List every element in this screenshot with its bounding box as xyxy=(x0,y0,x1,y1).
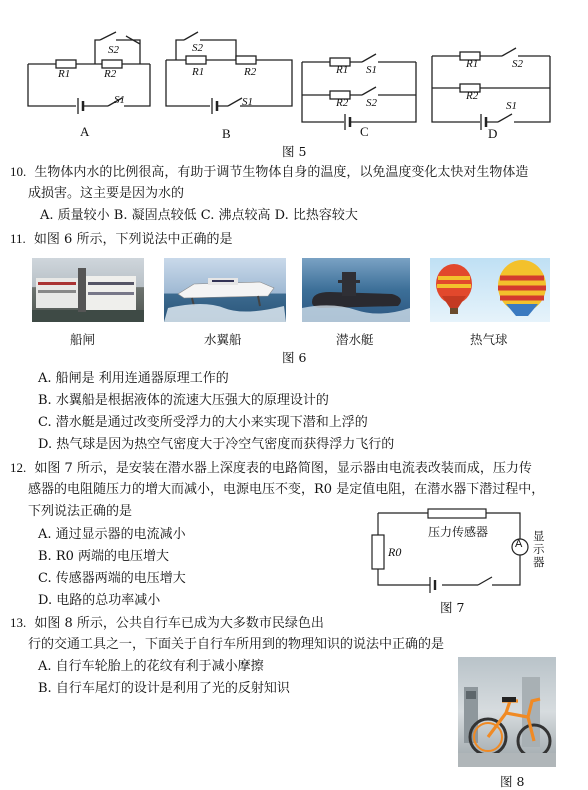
fig7-display-label: 显示器 xyxy=(533,529,545,569)
fig7-sensor-label: 压力传感器 xyxy=(428,525,489,539)
q13-option-b: B. 自行车尾灯的设计是利用了光的反射知识 xyxy=(38,681,290,696)
fig5-c-s2-label: S2 xyxy=(366,97,377,109)
fig5-label-c: C xyxy=(360,124,369,139)
fig7-ammeter-label: A xyxy=(515,538,523,550)
fig8-caption: 图 8 xyxy=(500,774,525,789)
q11-option-c: C. 潜水艇是通过改变所受浮力的大小来实现下潜和上浮的 xyxy=(38,415,368,430)
q11-number: 11. xyxy=(10,231,26,246)
fig5-c-r1-label: R1 xyxy=(336,64,349,76)
q13-text-line2: 行的交通工具之一，下面关于自行车所用到的物理知识的说法中正确的是 xyxy=(28,637,445,652)
q11-option-b: B. 水翼船是根据液体的流速大压强大的原理设计的 xyxy=(38,393,329,408)
q10-text-line1: 生物体内水的比例很高，有助于调节生物体自身的温度，以免温度变化太快对生物体造 xyxy=(34,165,529,180)
fig5-d-s2-label: S2 xyxy=(512,58,523,70)
photo-caption-submarine: 潜水艇 xyxy=(336,332,374,347)
photo-caption-hot-air-balloons: 热气球 xyxy=(470,332,508,347)
fig5-a-r1-label: R1 xyxy=(58,68,71,80)
q12-text-line3: 下列说法正确的是 xyxy=(28,504,133,519)
fig5-c-s1-label: S1 xyxy=(366,64,377,76)
fig5-a-s2-label: S2 xyxy=(108,44,119,56)
q11-option-d: D. 热气球是因为热空气密度大于冷空气密度而获得浮力飞行的 xyxy=(38,437,395,452)
q12-text-line1: 如图 7 所示，是安装在潜水器上深度表的电路简图，显示器由电流表改装而成，压力传 xyxy=(34,461,532,476)
photo-caption-hydrofoil: 水翼船 xyxy=(204,332,242,347)
q13-line1 xyxy=(10,615,324,632)
fig5-b-r1-label: R1 xyxy=(192,66,205,78)
photo-ship-lock xyxy=(32,258,144,322)
fig5-label-a: A xyxy=(80,124,90,139)
fig5-caption: 图 5 xyxy=(282,144,307,159)
fig5-d-r1-label: R1 xyxy=(466,58,479,70)
fig5-b-r2-label: R2 xyxy=(244,66,257,78)
fig5-label-b: B xyxy=(222,126,231,141)
q13-number: 13. xyxy=(10,615,27,630)
q13-text-line1: 如图 8 所示，公共自行车已成为大多数市民绿色出 xyxy=(34,616,324,631)
q12-option-a: A. 通过显示器的电流减小 xyxy=(38,527,186,542)
q12-line1 xyxy=(10,460,532,477)
q12-number: 12. xyxy=(10,460,27,475)
fig5-d-r2-label: R2 xyxy=(466,90,479,102)
photo-hot-air-balloons xyxy=(430,258,550,322)
q10-text-line2: 成损害。这主要是因为水的 xyxy=(28,186,185,201)
fig7-r0-label: R0 xyxy=(388,545,402,559)
fig5-a-r2-label: R2 xyxy=(104,68,117,80)
fig5-b-s2-label: S2 xyxy=(192,42,203,54)
q11-text: 如图 6 所示，下列说法中正确的是 xyxy=(33,232,233,247)
q12-option-b: B. R0 两端的电压增大 xyxy=(38,549,170,564)
fig5-c-r2-label: R2 xyxy=(336,97,349,109)
q11-option-a: A. 船闸是 利用连通器原理工作的 xyxy=(38,371,229,386)
photo-hydrofoil xyxy=(164,258,286,322)
fig5-label-d: D xyxy=(488,126,498,141)
fig5-d-s1-label: S1 xyxy=(506,100,517,112)
fig7-caption: 图 7 xyxy=(440,600,465,615)
fig5-a-s1-label: S1 xyxy=(114,94,125,106)
q10-number: 10. xyxy=(10,164,27,179)
photo-submarine xyxy=(302,258,410,322)
q12-text-line2: 感器的电阻随压力的增大而减小，电源电压不变，R0 是定值电阻，在潜水器下潜过程中， xyxy=(28,482,545,497)
photo-caption-ship-lock: 船闸 xyxy=(70,332,96,347)
q12-option-d: D. 电路的总功率减小 xyxy=(38,593,161,608)
q12-option-c: C. 传感器两端的电压增大 xyxy=(38,571,186,586)
q10-line1 xyxy=(10,164,528,181)
q10-options: A. 质量较小 B. 凝固点较低 C. 沸点较高 D. 比热容较大 xyxy=(40,208,358,223)
q11-line xyxy=(10,231,232,248)
photo-public-bicycle xyxy=(458,657,556,767)
fig6-caption: 图 6 xyxy=(282,350,307,365)
q13-option-a: A. 自行车轮胎上的花纹有利于减小摩擦 xyxy=(38,659,264,674)
fig5-b-s1-label: S1 xyxy=(242,96,253,108)
